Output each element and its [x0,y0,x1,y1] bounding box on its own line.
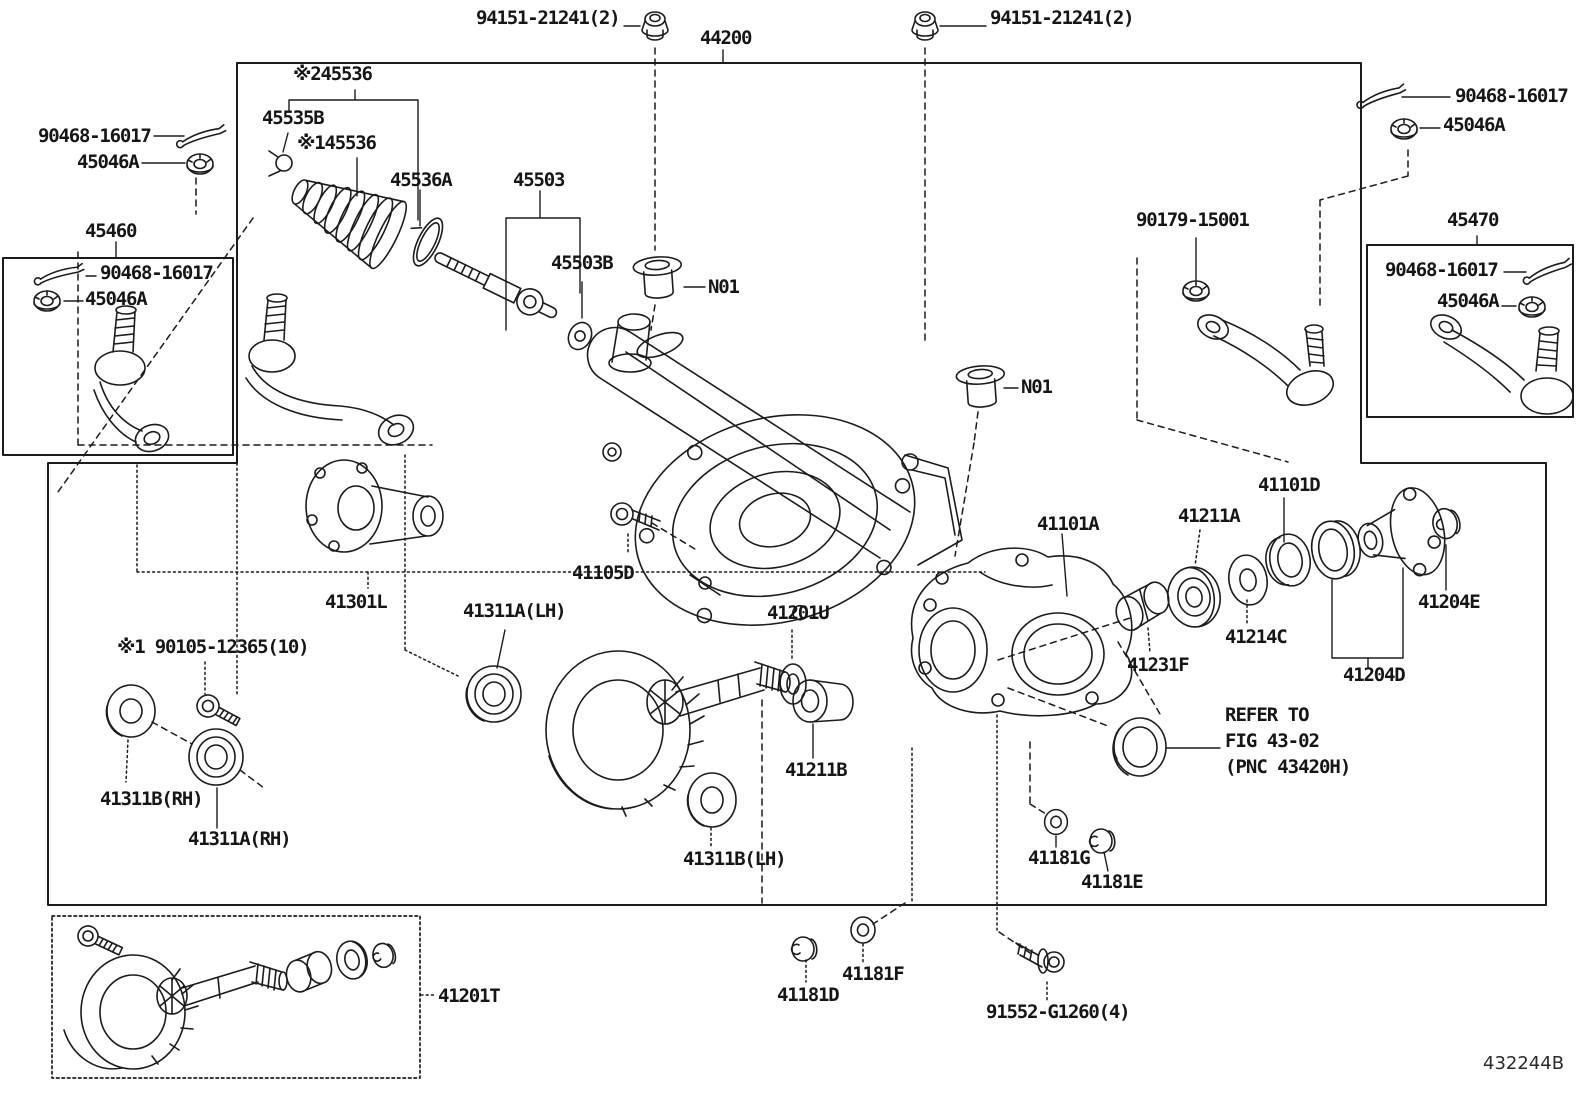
part-label-41311a-lh: 41311A(LH) [463,600,566,622]
part-label-n01-lower: N01 [1021,376,1052,398]
washer-icon [1045,810,1068,835]
part-label-90179-15001: 90179-15001 [1136,209,1249,231]
tie-rod-rh-outer-drawing [1194,310,1338,411]
castle-nut-icon [34,291,60,311]
seal-41101d-drawing [1262,531,1314,590]
part-label-41214c: 41214C [1225,626,1287,648]
part-label-41301l: 41301L [325,591,387,613]
leader-lines-dotted [126,455,1247,1000]
part-label-45536-set1: ※145536 [297,132,376,154]
part-label-90468-right-box: 90468-16017 [1385,259,1498,281]
part-label-90468-left-box: 90468-16017 [100,262,213,284]
washer-41214c-drawing [1225,552,1271,608]
tie-rod-45460-box-drawing [94,306,172,456]
flange-bolt-icon [912,12,938,40]
part-label-41204d: 41204D [1343,664,1405,686]
part-label-41311b-lh: 41311B(LH) [683,848,786,870]
part-label-45470: 45470 [1447,209,1499,231]
cotter-pin-icon [1521,258,1574,285]
part-label-45046a-far-left: 45046A [77,151,139,173]
part-label-41311b-rh: 41311B(RH) [100,788,203,810]
part-label-45503: 45503 [513,169,565,191]
washer-41311b-rh-drawing [106,685,155,737]
refer-note-line3: (PNC 43420H) [1225,756,1351,778]
part-label-45536a: 45536A [390,169,452,191]
bushing-41231f-drawing [1111,579,1175,633]
tie-rod-lh-outer-drawing [246,294,418,450]
part-label-41211a: 41211A [1178,505,1240,527]
pinion-bearing-washers [466,664,853,827]
figure-code: 432244B [1483,1053,1565,1074]
part-label-41105d: 41105D [572,562,634,584]
side-gear-seal-drawing [1113,718,1166,776]
companion-flange-drawing [306,460,443,552]
side-cover-parts-row [1111,483,1463,633]
boot-clamp-drawing [398,209,449,269]
cotter-pin-icon [1355,84,1407,109]
part-label-41311a-rh: 41311A(RH) [188,828,291,850]
rack-end-washer-drawing [564,319,596,354]
bolt-90105-drawing [193,691,243,732]
part-label-45536-set2: ※245536 [293,63,372,85]
castle-nut-icon [187,154,213,174]
ring-gear-pinion-drawing [546,651,790,816]
part-label-94151-21241-right: 94151-21241(2) [990,7,1134,29]
bearing-41311a-rh-drawing [189,729,243,785]
construction-lines-dashed [58,48,1408,953]
bolt-91552-drawing [1016,943,1064,973]
seal-41311a-lh-drawing [466,666,521,722]
inner-tie-rod-drawing [430,244,562,326]
refer-note-line1: REFER TO [1225,704,1309,726]
washer-icon [851,917,875,943]
part-label-91552-g1260: 91552-G1260(4) [986,1001,1130,1023]
plug-icon [1090,829,1115,853]
part-label-90105-12365: ※1 90105-12365(10) [117,636,309,658]
part-label-45046a-right-box: 45046A [1437,290,1499,312]
diff-gear-kit-drawing [64,923,397,1069]
ring-41204d-drawing [1307,517,1364,582]
plug-icon [792,937,817,961]
part-label-41231f: 41231F [1127,654,1189,676]
bearing-41211b-drawing [793,680,853,722]
diff-carrier-drawing [912,548,1132,716]
refer-note-line2: FIG 43-02 [1225,730,1319,752]
part-label-45503b: 45503B [551,252,613,274]
part-label-90468-far-left: 90468-16017 [38,125,151,147]
part-label-41211b: 41211B [785,759,847,781]
part-label-45046a-left-box: 45046A [85,288,147,310]
part-label-41181f: 41181F [842,963,904,985]
washer-41311b-lh-drawing [688,773,736,827]
castle-nut-icon [1519,297,1545,317]
mount-grommet-icon [633,255,684,299]
part-label-41101a: 41101A [1037,513,1099,535]
part-label-45046a-top-right: 45046A [1443,114,1505,136]
tie-rod-45470-box-drawing [1427,310,1573,414]
part-label-41181e: 41181E [1081,871,1143,893]
mount-grommet-icon [956,364,1007,408]
part-label-45460: 45460 [85,220,137,242]
hardware-icons [33,12,1573,961]
part-label-41201u: 41201U [767,602,829,624]
part-label-41201t: 41201T [438,985,500,1007]
part-label-41101d: 41101D [1258,474,1320,496]
part-label-94151-21241-left: 94151-21241(2) [476,7,620,29]
part-label-45535b: 45535B [262,107,324,129]
part-label-44200: 44200 [700,27,752,49]
flange-bolt-icon [642,12,668,40]
part-label-41204e: 41204E [1418,591,1480,613]
part-label-90468-top-right: 90468-16017 [1455,85,1568,107]
part-label-n01-upper: N01 [708,276,739,298]
castle-nut-icon [1183,281,1209,301]
part-label-41181d: 41181D [777,984,839,1006]
bearing-41211a-drawing [1163,563,1225,631]
cotter-pin-icon [33,264,85,286]
castle-nut-icon [1391,119,1417,139]
part-label-41181g: 41181G [1028,847,1090,869]
